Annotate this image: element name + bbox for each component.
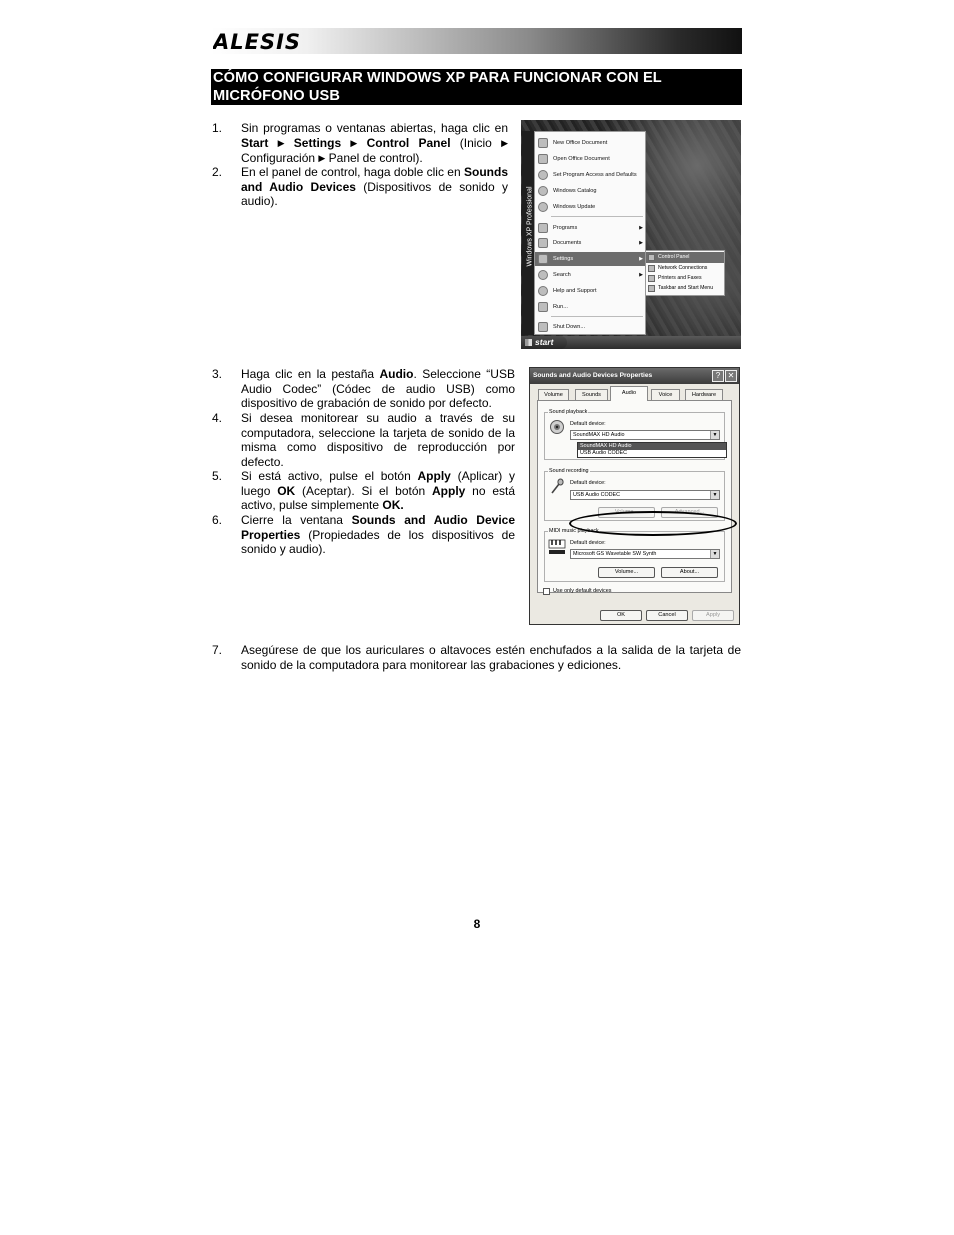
microphone-icon (549, 478, 565, 494)
menu-item-label: New Office Document (553, 140, 608, 146)
menu-item-label: Search (553, 272, 571, 278)
settings-icon (538, 254, 548, 264)
step-strong: Start (241, 135, 269, 150)
step-text-part: Configuración (241, 151, 319, 166)
step-1 (212, 121, 508, 166)
submenu-arrow-icon: ▶ (639, 225, 643, 231)
menu-item-shut-down[interactable] (535, 320, 645, 334)
field-label: Default device: (570, 421, 606, 427)
menu-item-new-office-document[interactable] (535, 136, 645, 150)
tab-voice[interactable]: Voice (651, 389, 680, 400)
step-text (241, 513, 515, 557)
start-menu-screenshot (521, 120, 741, 349)
page-number: 8 (473, 917, 481, 931)
close-button[interactable]: ✕ (725, 370, 737, 382)
menu-item-set-program-access[interactable] (535, 168, 645, 182)
menu-item-label: Programs (553, 225, 578, 231)
ok-button[interactable]: OK (600, 610, 642, 621)
folder-icon (538, 154, 548, 164)
select-value: SoundMAX HD Audio (573, 432, 625, 438)
midi-playback-group (544, 528, 725, 582)
dialog-title-bar (530, 368, 739, 384)
step-strong: Control Panel (366, 135, 451, 150)
midi-device-select[interactable] (570, 549, 720, 559)
step-text-part: Si está activo, pulse el botón (241, 469, 418, 483)
highlight-circle (569, 511, 737, 536)
menu-item-documents[interactable] (535, 236, 645, 250)
speaker-icon (549, 419, 565, 435)
step-text: Si desea monitorear su audio a través de su computadora, seleccione la tarjeta de sonido de la misma como dispositivo de reproducción por defecto. (241, 411, 515, 469)
recording-device-select[interactable] (570, 490, 720, 500)
menu-item-label: Windows Update (553, 204, 596, 210)
alesis-logo (213, 29, 325, 53)
menu-item-windows-catalog[interactable] (535, 184, 645, 198)
submenu-item-taskbar-and-start-menu[interactable] (646, 283, 724, 294)
step-strong: OK (277, 483, 296, 498)
svg-text:ALESIS: ALESIS (213, 30, 302, 53)
recording-advanced-button[interactable]: Advanced... (661, 507, 718, 518)
menu-item-label: Documents (553, 240, 582, 246)
midi-volume-button[interactable]: Volume... (598, 567, 655, 578)
arrow-right-icon: ▶ (277, 137, 285, 148)
network-icon (648, 265, 655, 272)
power-icon (538, 322, 548, 332)
step-3 (212, 367, 515, 411)
group-label: MIDI music playback (549, 528, 599, 534)
menu-item-label: Open Office Document (553, 156, 610, 162)
step-2 (212, 165, 508, 210)
step-text (241, 121, 508, 167)
field-label: Default device: (570, 540, 606, 546)
step-text (241, 469, 515, 513)
chevron-down-icon: ▼ (710, 550, 719, 558)
tab-hardware[interactable]: Hardware (685, 389, 723, 400)
step-4 (212, 411, 515, 470)
dialog-title: Sounds and Audio Devices Properties (533, 372, 653, 379)
select-value: Microsoft GS Wavetable SW Synth (573, 551, 657, 557)
step-text-part: (Inicio (450, 135, 502, 150)
arrow-right-icon: ▶ (501, 137, 508, 148)
menu-item-settings[interactable] (535, 252, 645, 266)
cancel-button[interactable]: Cancel (646, 610, 688, 621)
menu-item-label: Set Program Access and Defaults (553, 172, 637, 178)
step-number: 7. (212, 643, 223, 657)
taskbar-icon (648, 285, 655, 292)
use-only-default-devices-checkbox[interactable] (543, 588, 550, 595)
menu-item-open-office-document[interactable] (535, 152, 645, 166)
submenu-item-label: Network Connections (658, 265, 708, 271)
document-icon (538, 138, 548, 148)
playback-dropdown-list (577, 442, 727, 458)
step-text-part: (Aceptar). Si el botón (295, 483, 432, 498)
help-icon (538, 286, 548, 296)
taskbar (521, 336, 741, 349)
step-text-part: (Propiedades de los dispositivos de sonido y audio). (241, 527, 515, 557)
step-strong: Apply (432, 483, 466, 498)
start-button[interactable] (521, 336, 567, 349)
step-strong: Sounds and Audio Devices (241, 165, 508, 194)
menu-item-label: Windows Catalog (553, 188, 597, 194)
playback-device-select[interactable] (570, 430, 720, 440)
step-strong: Apply (417, 469, 451, 483)
midi-about-button[interactable]: About... (661, 567, 718, 578)
step-text-part: En el panel de control, haga doble clic en (241, 165, 464, 179)
printer-icon (648, 275, 655, 282)
step-text-part: no está activo, pulse simplemente (241, 483, 516, 513)
audio-tab-panel (537, 400, 732, 593)
step-number: 5. (212, 469, 223, 483)
start-menu (534, 131, 646, 335)
step-text (241, 165, 508, 209)
run-icon (538, 302, 548, 312)
help-button[interactable]: ? (712, 370, 724, 382)
update-icon (538, 202, 548, 212)
apply-button[interactable]: Apply (692, 610, 734, 621)
step-number: 3. (212, 367, 223, 381)
step-text: Asegúrese de que los auriculares o altavoces estén enchufados a la salida de la tarjeta de sonido de la computadora para monitorear las grabaciones y ediciones. (241, 643, 741, 672)
menu-item-programs[interactable] (535, 221, 645, 235)
submenu-arrow-icon: ▶ (639, 256, 643, 262)
submenu-item-label: Control Panel (658, 254, 690, 260)
step-strong: Audio (379, 367, 414, 381)
submenu-item-label: Printers and Faxes (658, 275, 702, 281)
menu-item-run[interactable] (535, 300, 645, 314)
menu-separator (551, 316, 643, 317)
documents-icon (538, 238, 548, 248)
catalog-icon (538, 186, 548, 196)
tab-sounds[interactable]: Sounds (575, 389, 608, 400)
step-text-part: . Seleccione “USB Audio Codec” (Códec de audio USB) como dispositivo de grabación de sonido por defecto. (241, 367, 515, 411)
group-label: Sound playback (549, 409, 588, 415)
dropdown-option[interactable]: SoundMAX HD Audio (578, 443, 726, 450)
step-text-part: Haga clic en la pestaña (241, 367, 380, 381)
menu-item-search[interactable] (535, 268, 645, 282)
menu-item-label: Help and Support (553, 288, 597, 294)
dropdown-option[interactable]: USB Audio CODEC (580, 450, 628, 456)
step-text (241, 367, 515, 411)
step-text-part: (Aplicar) y luego (241, 469, 516, 498)
windows-flag-icon (525, 339, 532, 346)
arrow-right-icon: ▶ (318, 153, 326, 164)
menu-item-label: Settings (553, 256, 574, 262)
sound-properties-dialog-screenshot (529, 367, 740, 625)
step-text-part: Sin programas o ventanas abiertas, haga clic en (241, 121, 508, 135)
side-band-label: Windows XP Professional (526, 186, 534, 267)
menu-item-help-and-support[interactable] (535, 284, 645, 298)
globe-icon (538, 170, 548, 180)
submenu-arrow-icon: ▶ (639, 240, 643, 246)
menu-separator (551, 216, 643, 217)
menu-item-windows-update[interactable] (535, 200, 645, 214)
tab-audio[interactable]: Audio (610, 386, 648, 401)
recording-volume-button[interactable]: Volume... (598, 507, 655, 518)
step-strong: OK. (382, 498, 404, 513)
start-menu-side-band (522, 131, 534, 335)
arrow-right-icon: ▶ (350, 137, 358, 148)
step-text-part: Cierre la ventana (241, 513, 352, 527)
step-number: 6. (212, 513, 223, 527)
submenu-item-control-panel[interactable] (646, 252, 724, 263)
section-title: CÓMO CONFIGURAR WINDOWS XP PARA FUNCIONAR CON EL MICRÓFONO USB (213, 70, 662, 104)
control-panel-icon (648, 254, 655, 261)
select-value: USB Audio CODEC (573, 492, 621, 498)
start-button-label: start (535, 337, 554, 347)
group-label: Sound recording (549, 468, 589, 474)
section-title-box (211, 69, 742, 105)
checkbox-label: Use only default devices (553, 588, 612, 594)
midi-icon (548, 538, 566, 556)
menu-item-label: Shut Down... (553, 324, 586, 330)
tab-volume[interactable]: Volume (538, 389, 569, 400)
settings-submenu (645, 250, 725, 296)
search-icon (538, 270, 548, 280)
submenu-arrow-icon: ▶ (639, 272, 643, 278)
menu-item-label: Run... (553, 304, 568, 310)
step-text-part: Panel de control). (325, 151, 423, 166)
programs-icon (538, 223, 548, 233)
submenu-item-label: Taskbar and Start Menu (658, 285, 714, 291)
step-6 (212, 513, 515, 557)
step-strong: Settings (293, 135, 342, 150)
step-text-part: (Dispositivos de sonido y audio). (241, 179, 508, 209)
step-7 (212, 643, 741, 673)
field-label: Default device: (570, 480, 606, 486)
chevron-down-icon: ▼ (710, 491, 719, 499)
step-strong: Sounds and Audio Device Properties (241, 513, 516, 542)
step-number: 1. (212, 121, 223, 135)
step-number: 4. (212, 411, 223, 425)
step-number: 2. (212, 165, 223, 179)
step-5 (212, 469, 515, 513)
chevron-down-icon: ▼ (710, 431, 719, 439)
